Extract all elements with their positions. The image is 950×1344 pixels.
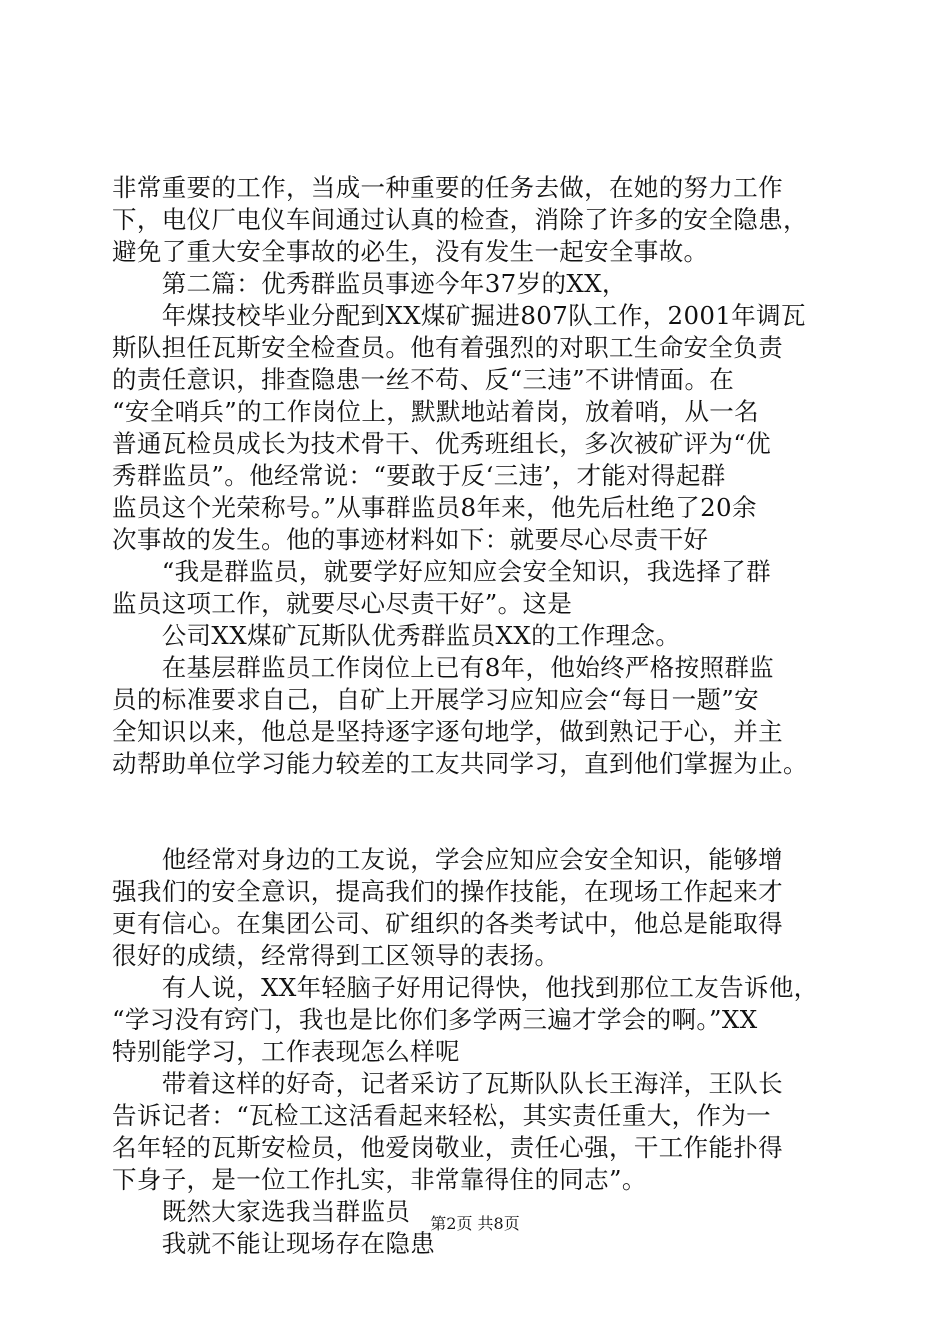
text-line: 员的标准要求自己，自矿上开展学习应知应会“每日一题”安 [112, 685, 759, 714]
text-line: 强我们的安全意识，提高我们的操作技能，在现场工作起来才 [112, 877, 783, 906]
text-line: 告诉记者：“瓦检工这活看起来轻松，其实责任重大，作为一 [112, 1101, 771, 1130]
text-line: 很好的成绩，经常得到工区领导的表扬。 [112, 941, 560, 970]
text-line: 年煤技校毕业分配到XX煤矿掘进807队工作，2001年调瓦 [112, 301, 806, 330]
document-body [112, 172, 842, 1260]
text-line: 名年轻的瓦斯安检员，他爱岗敬业，责任心强，干工作能扑得 [112, 1133, 783, 1162]
text-block-2 [112, 844, 842, 1260]
text-line: “我是群监员，就要学好应知应会安全知识，我选择了群 [112, 557, 771, 586]
text-block-1 [112, 172, 842, 780]
page-footer [0, 1214, 950, 1234]
text-line: 秀群监员”。他经常说：“要敢于反‘三违’，才能对得起群 [112, 461, 726, 490]
text-line: 公司XX煤矿瓦斯队优秀群监员XX的工作理念。 [112, 621, 681, 650]
text-line: 下，电仪厂电仪车间通过认真的检查，消除了许多的安全隐患， [112, 205, 808, 234]
text-line: 普通瓦检员成长为技术骨干、优秀班组长，多次被矿评为“优 [112, 429, 771, 458]
text-line: 非常重要的工作，当成一种重要的任务去做，在她的努力工作 [112, 173, 783, 202]
text-line: 在基层群监员工作岗位上已有8年，他始终严格按照群监 [112, 653, 775, 682]
text-line: 既然大家选我当群监员 [112, 1197, 411, 1226]
text-line: 下身子，是一位工作扎实，非常靠得住的同志”。 [112, 1165, 647, 1194]
text-line: “学习没有窍门，我也是比你们多学两三遍才学会的啊。”XX [112, 1005, 758, 1034]
paragraph-gap [112, 780, 842, 844]
text-line: “安全哨兵”的工作岗位上，默默地站着岗，放着哨，从一名 [112, 397, 759, 426]
text-line: 特别能学习，工作表现怎么样呢 [112, 1037, 460, 1066]
text-line: 监员这项工作，就要尽心尽责干好”。这是 [112, 589, 573, 618]
text-line: 次事故的发生。他的事迹材料如下：就要尽心尽责干好 [112, 525, 709, 554]
text-line: 他经常对身边的工友说，学会应知应会安全知识，能够增 [112, 845, 783, 874]
text-line: 有人说，XX年轻脑子好用记得快，他找到那位工友告诉他， [112, 973, 819, 1002]
section-heading-line: 第二篇：优秀群监员事迹今年37岁的XX， [112, 269, 627, 298]
text-line: 监员这个光荣称号。”从事群监员8年来，他先后杜绝了20余 [112, 493, 757, 522]
text-line: 动帮助单位学习能力较差的工友共同学习，直到他们掌握为止。 [112, 749, 808, 778]
text-line: 的责任意识，排查隐患一丝不苟、反“三违”不讲情面。在 [112, 365, 735, 394]
page-number-label: 第2页 共8页 [430, 1214, 520, 1233]
text-line: 带着这样的好奇，记者采访了瓦斯队队长王海洋，王队长 [112, 1069, 783, 1098]
text-line: 我就不能让现场存在隐患 [112, 1229, 436, 1258]
text-line: 斯队担任瓦斯安全检查员。他有着强烈的对职工生命安全负责 [112, 333, 783, 362]
text-line: 全知识以来，他总是坚持逐字逐句地学，做到熟记于心，并主 [112, 717, 783, 746]
text-line: 避免了重大安全事故的必生，没有发生一起安全事故。 [112, 237, 709, 266]
text-line: 更有信心。在集团公司、矿组织的各类考试中，他总是能取得 [112, 909, 783, 938]
